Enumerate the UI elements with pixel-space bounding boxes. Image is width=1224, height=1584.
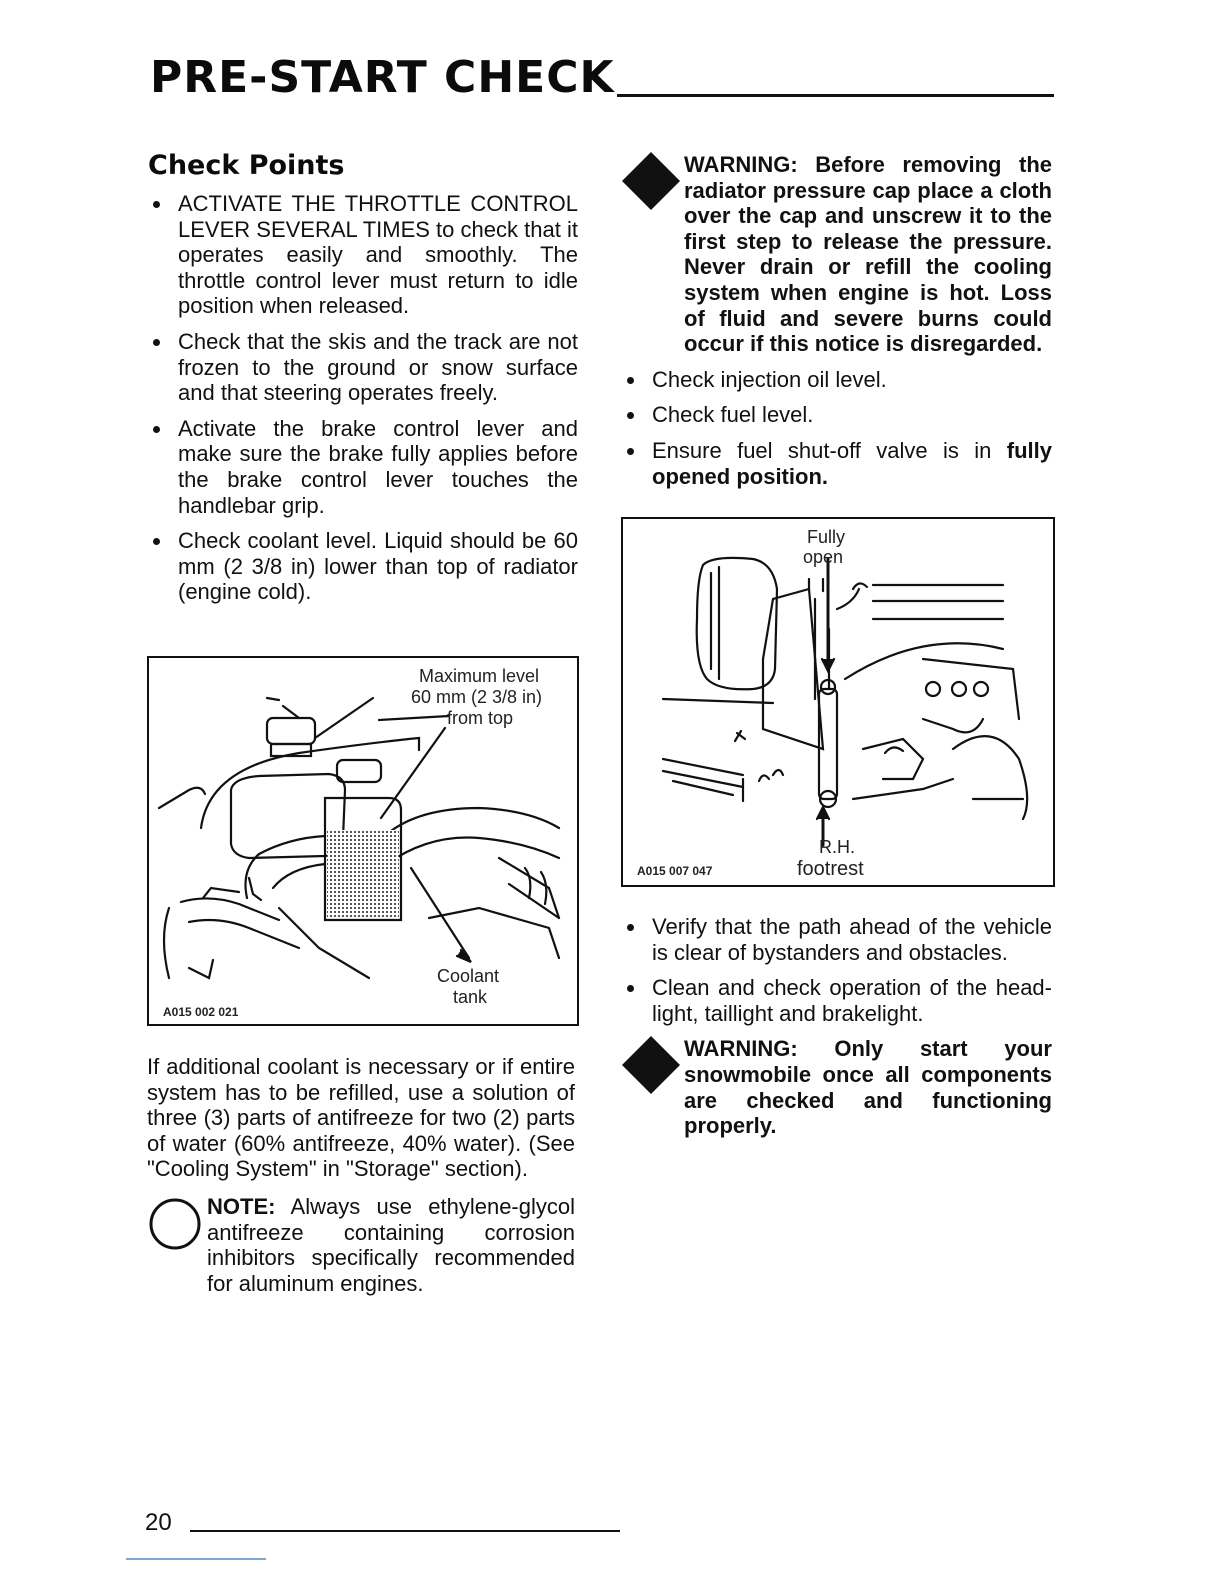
coolant-label-1: Coolant — [437, 966, 500, 986]
list-item: Clean and check operation of the head-light, taillight and brakelight. — [622, 975, 1052, 1026]
warning-diamond-icon — [622, 1036, 680, 1094]
bottom-mark — [126, 1558, 266, 1560]
warning-start — [622, 1036, 1052, 1138]
note-circle-icon — [147, 1196, 203, 1252]
note-text: Always use ethylene-glycol antifreeze containing corrosion inhibitors specifically recommended for aluminum engines. — [207, 1193, 575, 1296]
list-item: Ensure fuel shut-off valve is in fully opened position. — [622, 438, 1052, 489]
footer-rule — [190, 1530, 620, 1532]
coolant-tank-figure — [147, 656, 579, 1026]
max-level-label-3: from top — [447, 708, 514, 728]
coolant-paragraph: If additional coolant is necessary or if entire system has to be refilled, use a solution of three (3) parts of antifreeze for two (2) parts of water (60% antifreeze, 40% water). (See "Cooling System" in "Storage" section). — [147, 1054, 575, 1182]
coolant-info — [147, 1054, 575, 1296]
section-heading: Check Points — [148, 150, 345, 181]
fuel-valve-illustration — [623, 519, 1053, 885]
figure-code: A015 002 021 — [163, 1005, 239, 1019]
page-number: 20 — [145, 1509, 172, 1536]
pre-ride-list — [622, 914, 1052, 1026]
check-points-list — [148, 191, 578, 605]
list-item: Check that the skis and the track are not frozen to the ground or snow surface and that steering operates freely. — [148, 329, 578, 406]
note-block — [147, 1194, 575, 1296]
max-level-label-1: Maximum level — [419, 666, 540, 686]
rh-footrest-label-1: R.H. — [819, 837, 855, 857]
fully-open-label-2: open — [803, 547, 844, 567]
list-item: Activate the brake control lever and make sure the brake fully applies before the brake control lever touches the handlebar grip. — [148, 416, 578, 518]
max-level-label-2: 60 mm (2 3/8 in) — [411, 687, 543, 707]
warning-radiator — [622, 152, 1052, 357]
note-label: NOTE: — [207, 1193, 276, 1219]
page-title: PRE-START CHECK — [150, 52, 615, 103]
coolant-tank-illustration — [149, 658, 577, 1024]
right-column — [622, 152, 1052, 499]
fully-open-label-1: Fully — [807, 527, 846, 547]
figure-code: A015 007 047 — [637, 864, 713, 878]
fuel-check-list — [622, 367, 1052, 489]
warning-start-text: WARNING: Only start your snowmobile once all components are checked and functioning properly. — [684, 1036, 1052, 1139]
list-item: Verify that the path ahead of the vehicle is clear of bystanders and obstacles. — [622, 914, 1052, 965]
coolant-label-2: tank — [453, 987, 488, 1007]
list-item: Check injection oil level. — [622, 367, 1052, 393]
title-rule — [617, 94, 1054, 97]
warning-diamond-icon — [622, 152, 680, 210]
list-item: Check coolant level. Liquid should be 60 mm (2 3/8 in) lower than top of radiator (engine cold). — [148, 528, 578, 605]
list-item: Check fuel level. — [622, 402, 1052, 428]
rh-footrest-label-2: footrest — [797, 858, 864, 880]
list-item: ACTIVATE THE THROTTLE CONTROL LEVER SEVERAL TIMES to check that it operates easily and smoothly. The throttle control lever must return to idle position when released. — [148, 191, 578, 319]
warning-radiator-text: WARNING: Before removing the radiator pressure cap place a cloth over the cap and unscrew it to the first step to release the pressure. Never drain or refill the cooling system when engine is hot. Loss of fluid and severe burns could occur if this notice is disregarded. — [684, 152, 1052, 357]
right-lower — [622, 914, 1052, 1139]
fuel-valve-figure — [621, 517, 1055, 887]
left-column — [148, 150, 578, 615]
